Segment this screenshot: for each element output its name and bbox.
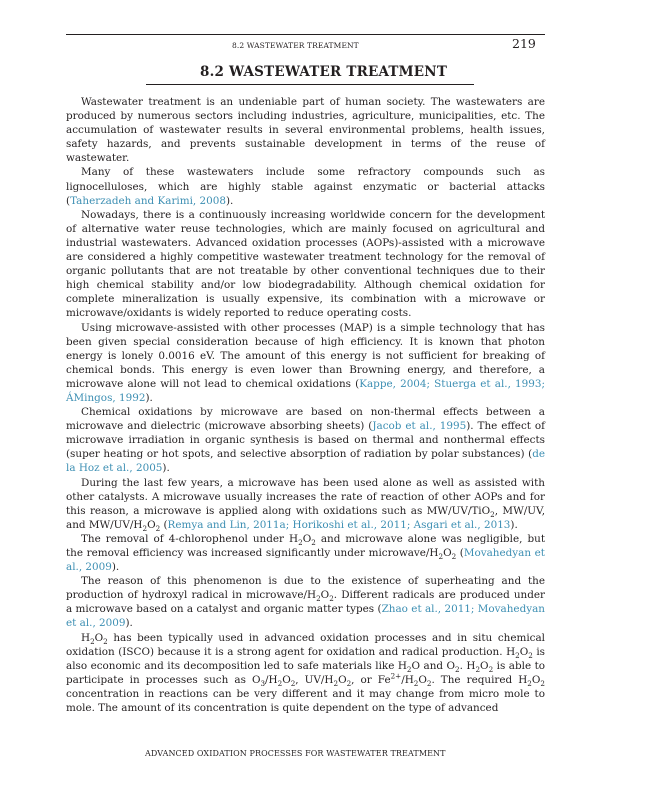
paragraph-8: The reason of this phenomenon is due to the existence of superheating and the production of hydroxyl radical in microwave/$H_2O_2$. Different radicals are produced under a microwave based on a catalyst and organic matter types (Zhao et al., 2011; Movahedyan et al., 2009). — [66, 575, 545, 630]
paragraph-2: Many of these wastewaters include some refractory compounds such as lignocelluloses, which are highly stable against enzymatic or bacterial attacks (Taherzadeh and Karimi, 2008). — [66, 166, 545, 207]
paragraph-5: Chemical oxidations by microwave are based on non-thermal effects between a microwave and dielectric (microwave absorbing sheets) (Jacob et al., 1995). The effect of microwave irradiation in organic synthesis is based on thermal and nonthermal effects (super heating or hot spots, and selective absorption of radiation by polar substances) (de la Hoz et al., 2005). — [66, 406, 545, 475]
citation-link[interactable]: Zhao et al., 2011; Movahedyan et al., 2009 — [66, 603, 545, 630]
citation-link[interactable]: Taherzadeh and Karimi, 2008 — [70, 194, 226, 207]
body-text — [66, 95, 545, 715]
paragraph-9: $H_2O_2$ has been typically used in advanced oxidation processes and in situ chemical oxidation (ISCO) because it is a strong agent for oxidation and radical production. $H_2O_2$ is also economic and its decomposition led to safe materials like $H_2O$ and $O_2$. $H_2O_2$ is able to participate in processes such as $O_3/H_2O_2$, $UV/H_2O_2$, or $Fe^{2+}/H_2O_2$. The required $H_2O_2$ concentration in reactions can be very different and it may change from micro mole to mole. The amount of its concentration is quite dependent on the type of advanced — [66, 631, 545, 715]
section-title-rule — [146, 84, 474, 85]
page-number: 219 — [512, 36, 536, 51]
paragraph-3: Nowadays, there is a continuously increasing worldwide concern for the development of alternative water reuse technologies, which are mainly focused on agricultural and industrial wastewaters. Advanced oxidation processes (AOPs)-assisted with a microwave are considered a highly competitive wastewater treatment technology for the removal of organic pollutants that are not treatable by other conventional techniques due to their high chemical stability and/or low biodegradability. Although chemical oxidation for complete mineralization is usually expensive, its combination with a microwave or microwave/oxidants is widely reported to reduce operating costs. — [66, 208, 545, 320]
paragraph-6: During the last few years, a microwave has been used alone as well as assisted with other catalysts. A microwave usually increases the rate of reaction of other AOPs and for this reason, a microwave is applied along with oxidations such as MW/UV/TiO$_2$, MW/UV, and $MW/UV/H_2O_2$ (Remya and Lin, 2011a; Horikoshi et al., 2011; Asgari et al., 2013). — [66, 476, 545, 533]
paragraph-1: Wastewater treatment is an undeniable part of human society. The wastewaters are produced by numerous sectors including industries, agriculture, municipalities, etc. The accumulation of wastewater results in several environmental problems, health issues, safety hazards, and prevents sustainable development in terms of the reuse of wastewater. — [66, 96, 545, 165]
section-title: 8.2 WASTEWATER TREATMENT — [200, 64, 448, 80]
citation-link[interactable]: de la Hoz et al., 2005 — [66, 448, 545, 475]
citation-link[interactable]: Remya and Lin, 2011a; Horikoshi et al., 2011; Asgari et al., 2013 — [167, 518, 511, 531]
citation-link[interactable]: Jacob et al., 1995 — [372, 420, 467, 433]
citation-link[interactable]: Kappe, 2004; Stuerga et al., 1993; ÁMingos, 1992 — [66, 377, 545, 404]
paragraph-7: The removal of 4-chlorophenol under $H_2O_2$ and microwave alone was negligible, but the removal efficiency was increased significantly under microwave/$H_2O_2$ (Movahedyan et al., 2009). — [66, 532, 545, 574]
citation-link[interactable]: Movahedyan et al., 2009 — [66, 547, 545, 574]
running-head: 8.2 WASTEWATER TREATMENT — [232, 41, 359, 50]
paragraph-4: Using microwave-assisted with other processes (MAP) is a simple technology that has been given special consideration because of high efficiency. It is known that photon energy is lonely 0.0016 eV. The amount of this energy is not sufficient for breaking of chemical bonds. This energy is even lower than Browning energy, and therefore, a microwave alone will not lead to chemical oxidations (Kappe, 2004; Stuerga et al., 1993; ÁMingos, 1992). — [66, 321, 545, 404]
header-rule — [66, 34, 545, 35]
page-footer: ADVANCED OXIDATION PROCESSES FOR WASTEWATER TREATMENT — [145, 749, 446, 758]
